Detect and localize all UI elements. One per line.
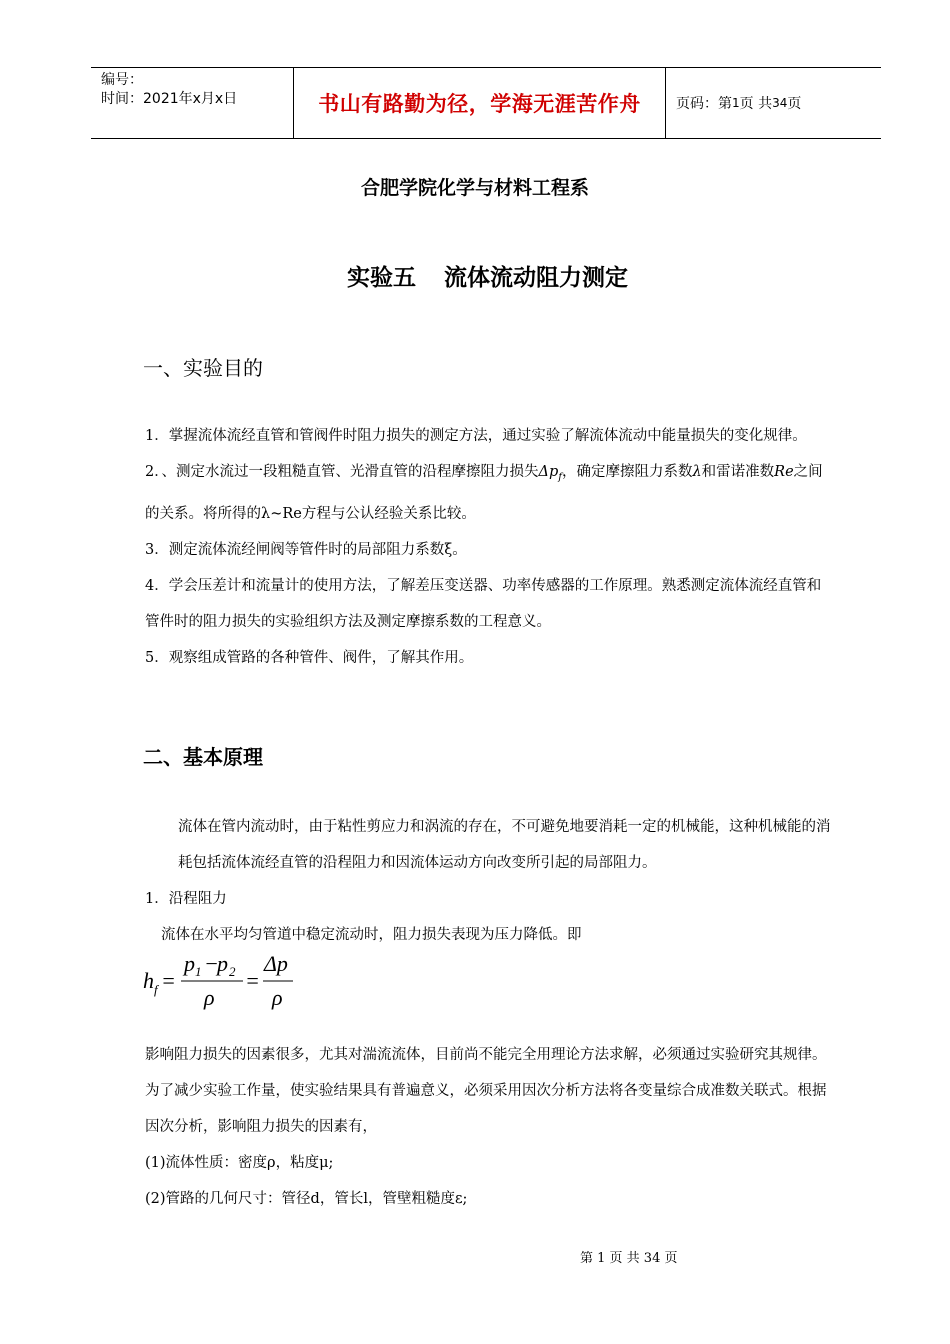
after-formula-paragraph: 影响阻力损失的因素很多，尤其对湍流流体，目前尚不能完全用理论方法求解，必须通过实验研究其规律。为了减少实验工作量，使实验结果具有普遍意义，必须采用因次分析方法将各变量综合成准数关联式。根据因次分析，影响阻力损失的因素有， [145,1047,827,1135]
factor-item: (1)流体性质：密度ρ，粘度μ; [145,1155,334,1171]
formula-lhs: h [143,968,154,993]
subsection-heading: 1．沿程阻力 [145,891,227,907]
principle-intro: 流体在管内流动时，由于粘性剪应力和涡流的存在，不可避免地要消耗一定的机械能，这种机械能的消耗包括流体流经直管的沿程阻力和因流体运动方向改变所引起的局部阻力。 [178,819,831,871]
experiment-title [0,259,950,292]
department-title: 合肥学院化学与材料工程系 [360,177,589,199]
time-label: 时间：2021年x月x日 [101,91,238,107]
page-label-prefix: 页码：第 [676,96,732,112]
motto-cell [293,68,666,138]
header-table [91,67,881,139]
principle-text [145,809,835,953]
page-total: 34 [772,96,788,110]
number-label: 编号： [101,72,143,88]
objective-item: 4．学会压差计和流量计的使用方法，了解差压变送器、功率传感器的工作原理。熟悉测定流体流经直管和管件时的阻力损失的实验组织方法及测定摩擦系数的工程意义。 [145,577,822,630]
formula-eq2: = [245,968,260,993]
page-label-mid: 页 共 [739,96,773,112]
formula-dp: Δp [264,953,288,976]
header-meta-cell [91,68,293,138]
objectives-list [145,418,835,676]
formula-p2: p [217,953,228,976]
objective-item: 2．、测定水流过一段粗糙直管、光滑直管的沿程摩擦阻力损失$\Delta p_f$，确定摩擦阻力系数λ和雷诺准数Re之间的关系。将所得的λ~Re方程与公认经验关系比较。 [145,464,823,522]
factor-item: (2)管路的几何尺寸：管径d，管长l，管壁粗糙度ε; [145,1191,468,1207]
experiment-name: 流体流动阻力测定 [444,265,628,291]
objective-item: 3．测定流体流经闸阀等管件时的局部阻力系数ξ。 [145,541,467,558]
section-heading-principles: 二、基本原理 [143,745,263,769]
objective-item: 1．掌握流体流经直管和管阀件时阻力损失的测定方法，通过实验了解流体流动中能量损失的变化规律。 [145,428,807,444]
factors-text [145,1037,835,1217]
formula-eq1: = [161,968,176,993]
head-loss-formula [143,953,343,1013]
principle-line: 流体在水平均匀管道中稳定流动时，阻力损失表现为压力降低。即 [161,927,582,943]
formula-rho-2: ρ [272,985,283,1010]
page-label-suffix: 页 [787,96,802,112]
motto-text: 书山有路勤为径，学海无涯苦作舟 [318,92,641,116]
formula-p1: p [184,953,195,976]
page-number: 1 [732,96,740,110]
formula-lhs-sub: f [154,982,158,997]
formula-minus: − [204,953,219,976]
formula-p1-sub: 1 [195,964,202,979]
formula-rho-1: ρ [204,985,215,1010]
formula-p2-sub: 2 [229,964,236,979]
section-heading-objectives: 一、实验目的 [143,356,263,380]
page-info-cell [666,68,881,138]
experiment-number: 实验五 [347,265,416,291]
objective-item: 5．观察组成管路的各种管件、阀件，了解其作用。 [145,649,474,666]
page-footer: 第 1 页 共 34 页 [580,1251,678,1266]
